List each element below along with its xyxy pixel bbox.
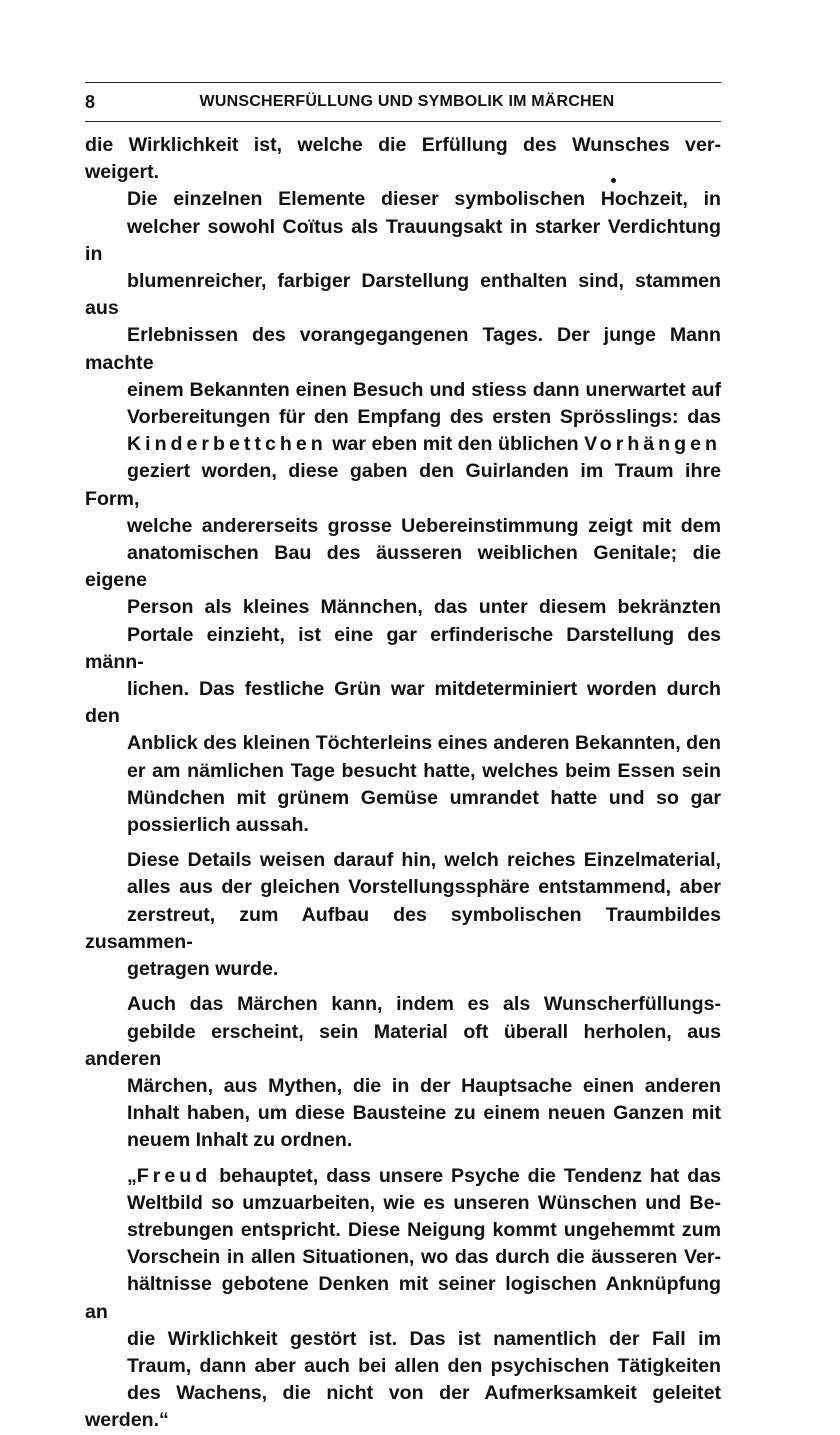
text-line: Diese Details weisen darauf hin, welch reiches Einzelmaterial, (127, 849, 721, 872)
text-line: getragen wurde. (127, 958, 279, 981)
book-page (85, 82, 721, 1435)
text-line: possierlich aussah. (127, 814, 309, 837)
text-line: Weltbild so umzuarbeiten, wie es unseren Wünschen und Be- (127, 1191, 721, 1214)
text-line: welcher sowohl Coïtus als Trauungsakt in starker Verdichtung in (85, 215, 721, 265)
print-speck (611, 178, 616, 183)
text-line: Märchen, aus Mythen, die in der Hauptsache einen anderen (127, 1074, 721, 1097)
text-line: er am nämlichen Tage besucht hatte, welches beim Essen sein (127, 759, 721, 782)
spaced-word-freud: Freud (136, 1164, 212, 1187)
text-line: Person als kleines Männchen, das unter diesem bekränzten (127, 596, 721, 619)
text-line: Traum, dann aber auch bei allen den psychischen Tätigkeiten (127, 1354, 721, 1377)
text-line: Vorbereitungen für den Empfang des ersten Sprösslings: das (127, 406, 721, 429)
body-text (85, 132, 721, 1435)
running-header (85, 83, 721, 121)
text-line: Vorschein in allen Situationen, wo das durch die äusseren Ver- (127, 1246, 721, 1269)
opening-quote: „ (127, 1164, 137, 1187)
text-line: blumenreicher, farbiger Darstellung enthalten sind, stammen aus (85, 270, 721, 320)
text-line: hältnisse gebotene Denken mit seiner logischen Anknüpfung an (85, 1273, 721, 1323)
header-bottom-rule (85, 121, 721, 122)
text-line: des Wachens, die nicht von der Aufmerksamkeit geleitet werden.“ (85, 1382, 721, 1432)
text-line-spaced (85, 431, 721, 458)
paragraph-3 (85, 847, 721, 983)
paragraph-5-quote (85, 1163, 721, 1435)
text-line: lichen. Das festliche Grün war mitdeterminiert worden durch den (85, 678, 721, 728)
page-number: 8 (85, 92, 96, 112)
text-line: strebungen entspricht. Diese Neigung kommt ungehemmt zum (127, 1218, 721, 1241)
text-line: Inhalt haben, um diese Bausteine zu einem neuen Ganzen mit (127, 1102, 721, 1125)
text-fragment: behauptet, dass unsere Psyche die Tendenz hat das (211, 1164, 721, 1187)
text-line: gebilde erscheint, sein Material oft überall herholen, aus anderen (85, 1020, 721, 1070)
paragraph-1 (85, 132, 721, 186)
text-line: Anblick des kleinen Töchterleins eines anderen Bekannten, den (127, 732, 721, 755)
text-line: die Wirklichkeit ist, welche die Erfüllung des Wunsches ver- (85, 134, 721, 156)
text-line: geziert worden, diese gaben den Guirlanden im Traum ihre Form, (85, 460, 721, 510)
text-line: weigert. (85, 161, 160, 184)
text-line: die Wirklichkeit gestört ist. Das ist namentlich der Fall im (127, 1327, 721, 1350)
spaced-word-kinderbettchen: Kinderbettchen (127, 433, 327, 456)
text-line: Erlebnissen des vorangegangenen Tages. Der junge Mann machte (85, 324, 721, 374)
running-title: WUNSCHERFÜLLUNG UND SYMBOLIK IM MÄRCHEN (199, 93, 615, 110)
text-line: Portale einzieht, ist eine gar erfinderische Darstellung des männ- (85, 623, 721, 673)
paragraph-2 (85, 186, 721, 839)
spaced-word-vorhaengen: Vorhängen (584, 433, 721, 456)
text-line: Mündchen mit grünem Gemüse umrandet hatte und so gar (127, 786, 721, 809)
text-line: welche andererseits grosse Uebereinstimmung zeigt mit dem (127, 514, 721, 537)
text-line: anatomischen Bau des äusseren weiblichen Genitale; die eigene (85, 542, 721, 592)
text-line: Die einzelnen Elemente dieser symbolischen Hochzeit, in (127, 188, 721, 211)
text-fragment: war eben mit den üblichen (326, 433, 585, 456)
paragraph-4 (85, 991, 721, 1154)
text-line: Auch das Märchen kann, indem es als Wunscherfüllungs- (127, 993, 721, 1016)
text-line: neuem Inhalt zu ordnen. (127, 1129, 353, 1152)
text-line: alles aus der gleichen Vorstellungssphäre entstammend, aber (127, 876, 721, 899)
text-line-spaced (85, 1163, 721, 1190)
text-line: einem Bekannten einen Besuch und stiess dann unerwartet auf (127, 378, 721, 401)
text-line: zerstreut, zum Aufbau des symbolischen Traumbildes zusammen- (85, 903, 721, 953)
